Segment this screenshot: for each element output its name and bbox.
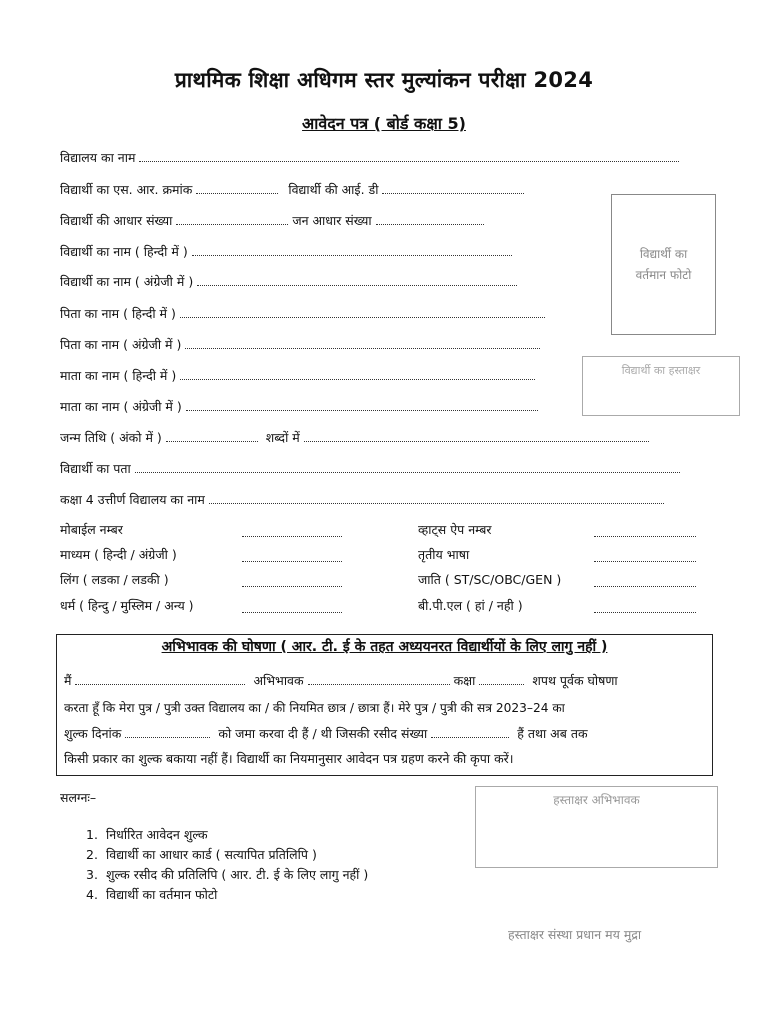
receipt-number-field[interactable] [431, 726, 509, 738]
mother-english-label: माता का नाम ( अंग्रेजी में ) [60, 399, 182, 414]
jan-aadhar-field[interactable] [376, 213, 484, 225]
father-english-row [60, 337, 540, 353]
student-signature-box[interactable] [582, 356, 740, 416]
aadhar-label: विद्यार्थी की आधार संख्या [60, 213, 173, 228]
guardian-declaration [56, 634, 713, 776]
name-hindi-row [60, 244, 512, 260]
mobile-label: मोबाईल नम्बर [60, 522, 123, 537]
declaration-line-1 [64, 672, 618, 689]
page-title: प्राथमिक शिक्षा अधिगम स्तर मुल्यांकन परीक्षा 2024 [174, 68, 594, 92]
guardian-signature-box[interactable] [475, 786, 718, 868]
mother-english-field[interactable] [186, 399, 538, 411]
enclosure-item [86, 826, 208, 843]
sr-number-field[interactable] [196, 182, 278, 194]
deposited-label: को जमा करवा दी हैं / थी जिसकी रसीद संख्या [218, 726, 428, 741]
enclosure-number: 2. [86, 847, 98, 862]
enclosure-text: विद्यार्थी का वर्तमान फोटो [106, 887, 218, 902]
declaration-title: अभिभावक की घोषणा ( आर. टी. ई के तहत अध्ययनरत विद्यार्थीयों के लिए लागु नहीं ) [161, 639, 608, 655]
declaration-oath-label: शपथ पूर्वक घोषणा [532, 673, 618, 688]
class-field[interactable] [479, 673, 524, 685]
photo-box-label: विद्यार्थी का वर्तमान फोटो [635, 246, 692, 282]
dob-digits-label: जन्म तिथि ( अंको में ) [60, 430, 162, 445]
caste-field[interactable] [594, 575, 696, 587]
father-hindi-row [60, 306, 545, 322]
third-language-label: तृतीय भाषा [418, 547, 470, 562]
caste-label: जाति ( ST/SC/OBC/GEN ) [418, 572, 562, 587]
enclosure-item [86, 846, 317, 863]
religion-label: धर्म ( हिन्दु / मुस्लिम / अन्य ) [60, 598, 194, 613]
declaration-line-3 [64, 725, 588, 742]
declaration-guardian-label: अभिभावक [253, 673, 304, 688]
name-hindi-field[interactable] [192, 244, 512, 256]
enclosure-number: 1. [86, 827, 98, 842]
aadhar-row [60, 213, 484, 229]
student-id-label: विद्यार्थी की आई. डी [288, 182, 379, 197]
address-row [60, 461, 680, 477]
mobile-field[interactable] [242, 525, 342, 537]
enclosure-text: निर्धारित आवेदन शुल्क [106, 827, 208, 842]
school-name-field[interactable] [139, 150, 679, 162]
enclosure-number: 3. [86, 867, 98, 882]
school-name-label: विद्यालय का नाम [60, 150, 136, 165]
enclosure-text: विद्यार्थी का आधार कार्ड ( सत्यापित प्रतिलिपि ) [106, 847, 317, 862]
dob-digits-field[interactable] [166, 430, 258, 442]
father-hindi-field[interactable] [180, 306, 545, 318]
name-english-field[interactable] [197, 274, 517, 286]
class4-school-label: कक्षा 4 उत्तीर्ण विद्यालय का नाम [60, 492, 205, 507]
till-now-label: हैं तथा अब तक [517, 726, 588, 741]
enclosure-text: शुल्क रसीद की प्रतिलिपि ( आर. टी. ई के लिए लागु नहीं ) [106, 867, 369, 882]
declaration-class-label: कक्षा [453, 673, 476, 688]
father-english-field[interactable] [185, 337, 540, 349]
bpl-field[interactable] [594, 601, 696, 613]
guardian-name-field[interactable] [308, 673, 450, 685]
aadhar-field[interactable] [176, 213, 288, 225]
medium-label: माध्यम ( हिन्दी / अंग्रेजी ) [60, 547, 177, 562]
enclosures-heading: सलग्नः– [60, 790, 97, 805]
school-name-row [60, 150, 679, 166]
class4-school-field[interactable] [209, 492, 664, 504]
mother-hindi-label: माता का नाम ( हिन्दी में ) [60, 368, 177, 383]
declarant-name-field[interactable] [75, 673, 245, 685]
student-id-field[interactable] [382, 182, 524, 194]
address-field[interactable] [135, 461, 680, 473]
mother-hindi-field[interactable] [180, 368, 535, 380]
sr-number-label: विद्यार्थी का एस. आर. क्रमांक [60, 182, 193, 197]
sr-id-row [60, 182, 524, 198]
dob-words-label: शब्दों में [265, 430, 300, 445]
enclosure-number: 4. [86, 887, 98, 902]
fee-date-label: शुल्क दिनांक [64, 726, 122, 741]
dob-words-field[interactable] [304, 430, 649, 442]
declaration-main-label: मैं [64, 673, 72, 688]
whatsapp-field[interactable] [594, 525, 696, 537]
declaration-line-4: किसी प्रकार का शुल्क बकाया नहीं हैं। विद्यार्थी का नियमानुसार आवेदन पत्र ग्रहण करने की कृपा करें। [64, 751, 514, 766]
bpl-label: बी.पी.एल ( हां / नही ) [418, 598, 523, 613]
whatsapp-label: व्हाट्स ऐप नम्बर [418, 522, 492, 537]
mother-hindi-row [60, 368, 535, 384]
gender-field[interactable] [242, 575, 342, 587]
jan-aadhar-label: जन आधार संख्या [292, 213, 372, 228]
page-subtitle: आवेदन पत्र ( बोर्ड कक्षा 5) [302, 114, 466, 133]
name-hindi-label: विद्यार्थी का नाम ( हिन्दी में ) [60, 244, 188, 259]
name-english-row [60, 274, 517, 290]
medium-field[interactable] [242, 550, 342, 562]
guardian-signature-label: हस्ताक्षर अभिभावक [553, 793, 640, 807]
principal-signature: हस्ताक्षर संस्था प्रधान मय मुद्रा [508, 927, 642, 942]
enclosure-item [86, 886, 217, 903]
signature-box-label: विद्यार्थी का हस्ताक्षर [621, 364, 701, 377]
address-label: विद्यार्थी का पता [60, 461, 131, 476]
father-english-label: पिता का नाम ( अंग्रेजी में ) [60, 337, 182, 352]
fee-date-field[interactable] [125, 726, 210, 738]
declaration-line-2: करता हूँ कि मेरा पुत्र / पुत्री उक्त विद्यालय का / की नियमित छात्र / छात्रा हैं। मेरे पुत्र / पुत्री की सत्र 2023–24 का [64, 701, 565, 715]
gender-label: लिंग ( लडका / लडकी ) [60, 572, 169, 587]
student-photo-box[interactable] [611, 194, 716, 335]
mother-english-row [60, 399, 538, 415]
dob-row [60, 430, 649, 446]
name-english-label: विद्यार्थी का नाम ( अंग्रेजी में ) [60, 274, 194, 289]
enclosure-item [86, 866, 368, 883]
father-hindi-label: पिता का नाम ( हिन्दी में ) [60, 306, 176, 321]
third-language-field[interactable] [594, 550, 696, 562]
class4-school-row [60, 492, 664, 508]
religion-field[interactable] [242, 601, 342, 613]
